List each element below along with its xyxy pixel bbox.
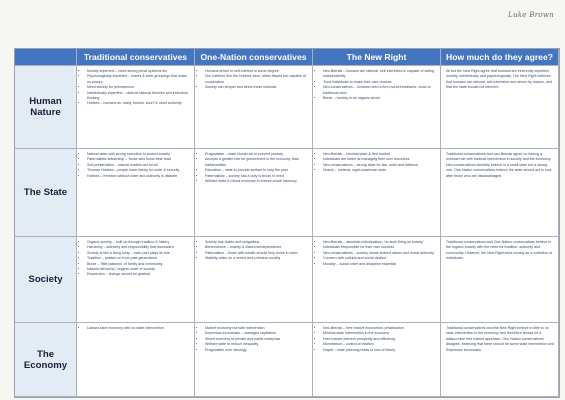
row-label-line: The [36, 348, 55, 360]
bullet: • Tradition – passed on from past generations [87, 256, 190, 261]
agreement-text: All but the New Right agree that humans are inherently imperfect morally, intellectually and psychologically. The New Right believes that humans are rational, self-interested and driven by reason, and that the state should not interfere. [446, 69, 552, 90]
bullet: • Individuals are better at managing their own resources [323, 157, 436, 162]
bullet: • Accepts a greater role for government in the economy than traditionalists [205, 157, 308, 168]
bullet: • Neo-conservatives – society needs shared values and moral authority [323, 251, 436, 256]
bullet: • Neo-liberals – free market economics, privatisation [323, 326, 436, 331]
header-agreement: How much do they agree? [441, 49, 559, 66]
cell-human-nature-traditional [77, 66, 195, 149]
bullet: • Benevolence – society & class interdependence [205, 245, 308, 250]
header-traditional-conservatives: Traditional conservatives [77, 49, 195, 66]
cell-state-traditional [77, 149, 195, 237]
bullet: • Paternalism – those with wealth should help those in need [205, 251, 308, 256]
bullet: • Individuals responsible for their own success [323, 245, 436, 250]
agreement-text: Traditional conservatives and neo-liberals agree on having a minimal role with minimal intervention in society and the economy. Neo-conservatives similarly believe in a small state but a strong one. One-Nation conservatives believe the state should act to look after those who are disadvantaged. [446, 152, 552, 178]
bullet: • Society is like a living body – each part plays its role [87, 251, 190, 256]
bullet: • Society has duties and obligations [205, 240, 308, 245]
bullet: • Natural state with strong executive to protect society [87, 152, 190, 157]
bullet: • Hobbes – freedom without order and authority is disaster [87, 174, 190, 179]
row-label-line: The State [23, 187, 68, 198]
bullet: • Neo-conservatives – humans need a firm moral framework, close to traditional view [323, 85, 436, 96]
bullet: • Welfare state & mixed economy to ensure social harmony [205, 179, 308, 184]
bullet: • Society can temper and direct these instincts [205, 85, 308, 90]
agreement-text: Traditional conservatives and One-Nation conservatives believe in the organic society with the need for tradition, authority and community. However, the New Right sees society as a collection of individuals. [446, 240, 553, 261]
bullet: • Hayek – state planning leads to loss of liberty [323, 348, 436, 353]
bullet: • Monetarism – control of inflation [323, 342, 436, 347]
bullet: • Stability relies on a united and cohesive society [205, 256, 308, 261]
bullet: • Hierarchy – authority and responsibility flow downward [87, 245, 190, 250]
bullet: • Self-preservation – natural leaders act for all [87, 163, 190, 168]
agreement-text: Traditional conservatives and the New Right believe in little to no state intervention in the economy and feel there should be a laissez-faire free market approach. One-Nation conservatives disagree, believing that there should be some state intervention and Keynesian economics. [446, 326, 554, 352]
bullet: • Humans driven to self-interest to some degree [205, 69, 308, 74]
row-label-the-state [15, 149, 77, 237]
bullet: • Morality – social order and discipline essential [323, 262, 436, 267]
cell-economy-traditional [77, 323, 195, 397]
cell-economy-agreement [441, 323, 559, 397]
row-label-line: Economy [23, 359, 68, 371]
cell-state-one-nation [195, 149, 313, 237]
cell-human-nature-new-right [313, 66, 441, 149]
bullet: • Education – state to provide welfare to help the poor [205, 168, 308, 173]
bullet: • Laissez-faire economy with no state intervention [87, 326, 190, 331]
row-label-line: Nature [30, 107, 61, 118]
bullet: • Mixed economy of private and public enterprise [205, 337, 308, 342]
bullet: • Paternalistic – society has a duty to those in need [205, 174, 308, 179]
cell-society-one-nation [195, 237, 313, 323]
row-label-society [15, 237, 77, 323]
bullet: • Neo-liberals – atomistic individualism; 'no such thing as society' [323, 240, 436, 245]
header-one-nation-conservatives: One-Nation conservatives [195, 49, 313, 66]
bullet: • Nozick – minimal, night-watchman state [323, 168, 436, 173]
bullet: • Psychologically imperfect – fearful & seek groupings that make us secure [87, 74, 190, 85]
cell-society-traditional [77, 237, 195, 323]
bullet: • Intellectually imperfect – distrust rational theories and individual thinking [87, 91, 190, 102]
bullet: • Free market delivers prosperity and efficiency [323, 337, 436, 342]
bullet: • Organic society – built up through tradition & history [87, 240, 190, 245]
cell-economy-one-nation [195, 323, 313, 397]
cell-state-agreement [441, 149, 559, 237]
cell-human-nature-agreement [441, 66, 559, 149]
cell-human-nature-one-nation [195, 66, 313, 149]
bullet: • Paternalistic leadership – 'those who know best' lead [87, 157, 190, 162]
cell-society-agreement [441, 237, 559, 323]
bullet: • Burke – 'society is an organic whole' [323, 96, 436, 101]
cell-state-new-right [313, 149, 441, 237]
bullet: • Empiricism – change should be gradual [87, 272, 190, 277]
bullet: • Welfare state to reduce inequality [205, 342, 308, 347]
bullet: • Minimal state intervention in the economy [323, 331, 436, 336]
signature: Luke Brown [508, 11, 554, 19]
bullet: • Morally imperfect – need strong penal systems etc [87, 69, 190, 74]
row-label-line: Society [28, 274, 63, 285]
comparison-table [14, 48, 560, 398]
row-label-the-economy [15, 323, 77, 397]
bullet: • Pragmatism – state should act to prevent poverty [205, 152, 308, 157]
bullet: • Keynesian economics – managed capitalism [205, 331, 308, 336]
header-new-right: The New Right [313, 49, 441, 66]
bullet: • Pragmatism over ideology [205, 348, 308, 353]
bullet: • Concern with cultural and social decline [323, 256, 436, 261]
bullet: • Trust individuals to make their own choices [323, 80, 436, 85]
bullet: • Neo-conservatives – strong state for law, order and defence [323, 163, 436, 168]
cell-economy-new-right [313, 323, 441, 397]
bullet: • Burke – 'little platoons' of family and community [87, 262, 190, 267]
row-label-human-nature [15, 66, 77, 149]
bullet: • Thomas Hobbes – people trade liberty for order & security [87, 168, 190, 173]
bullet: • Need society for permanence [87, 85, 190, 90]
bullet: • Hobbes – humans as 'nasty, brutish, short' & need authority [87, 101, 190, 106]
header-corner [15, 49, 77, 66]
bullet: • Neo-liberals – minimal state & free market [323, 152, 436, 157]
bullet: • Neo-liberals – humans are rational, self-interested & capable of acting independently [323, 69, 436, 80]
row-label-line: Human [29, 96, 62, 107]
bullet: • Not 'ruthless' like the Hobbes view; rather flawed but capable of cooperation [205, 74, 308, 85]
bullet: • Natural hierarchy / organic order of society [87, 267, 190, 272]
bullet: • Market economy but with intervention [205, 326, 308, 331]
cell-society-new-right [313, 237, 441, 323]
